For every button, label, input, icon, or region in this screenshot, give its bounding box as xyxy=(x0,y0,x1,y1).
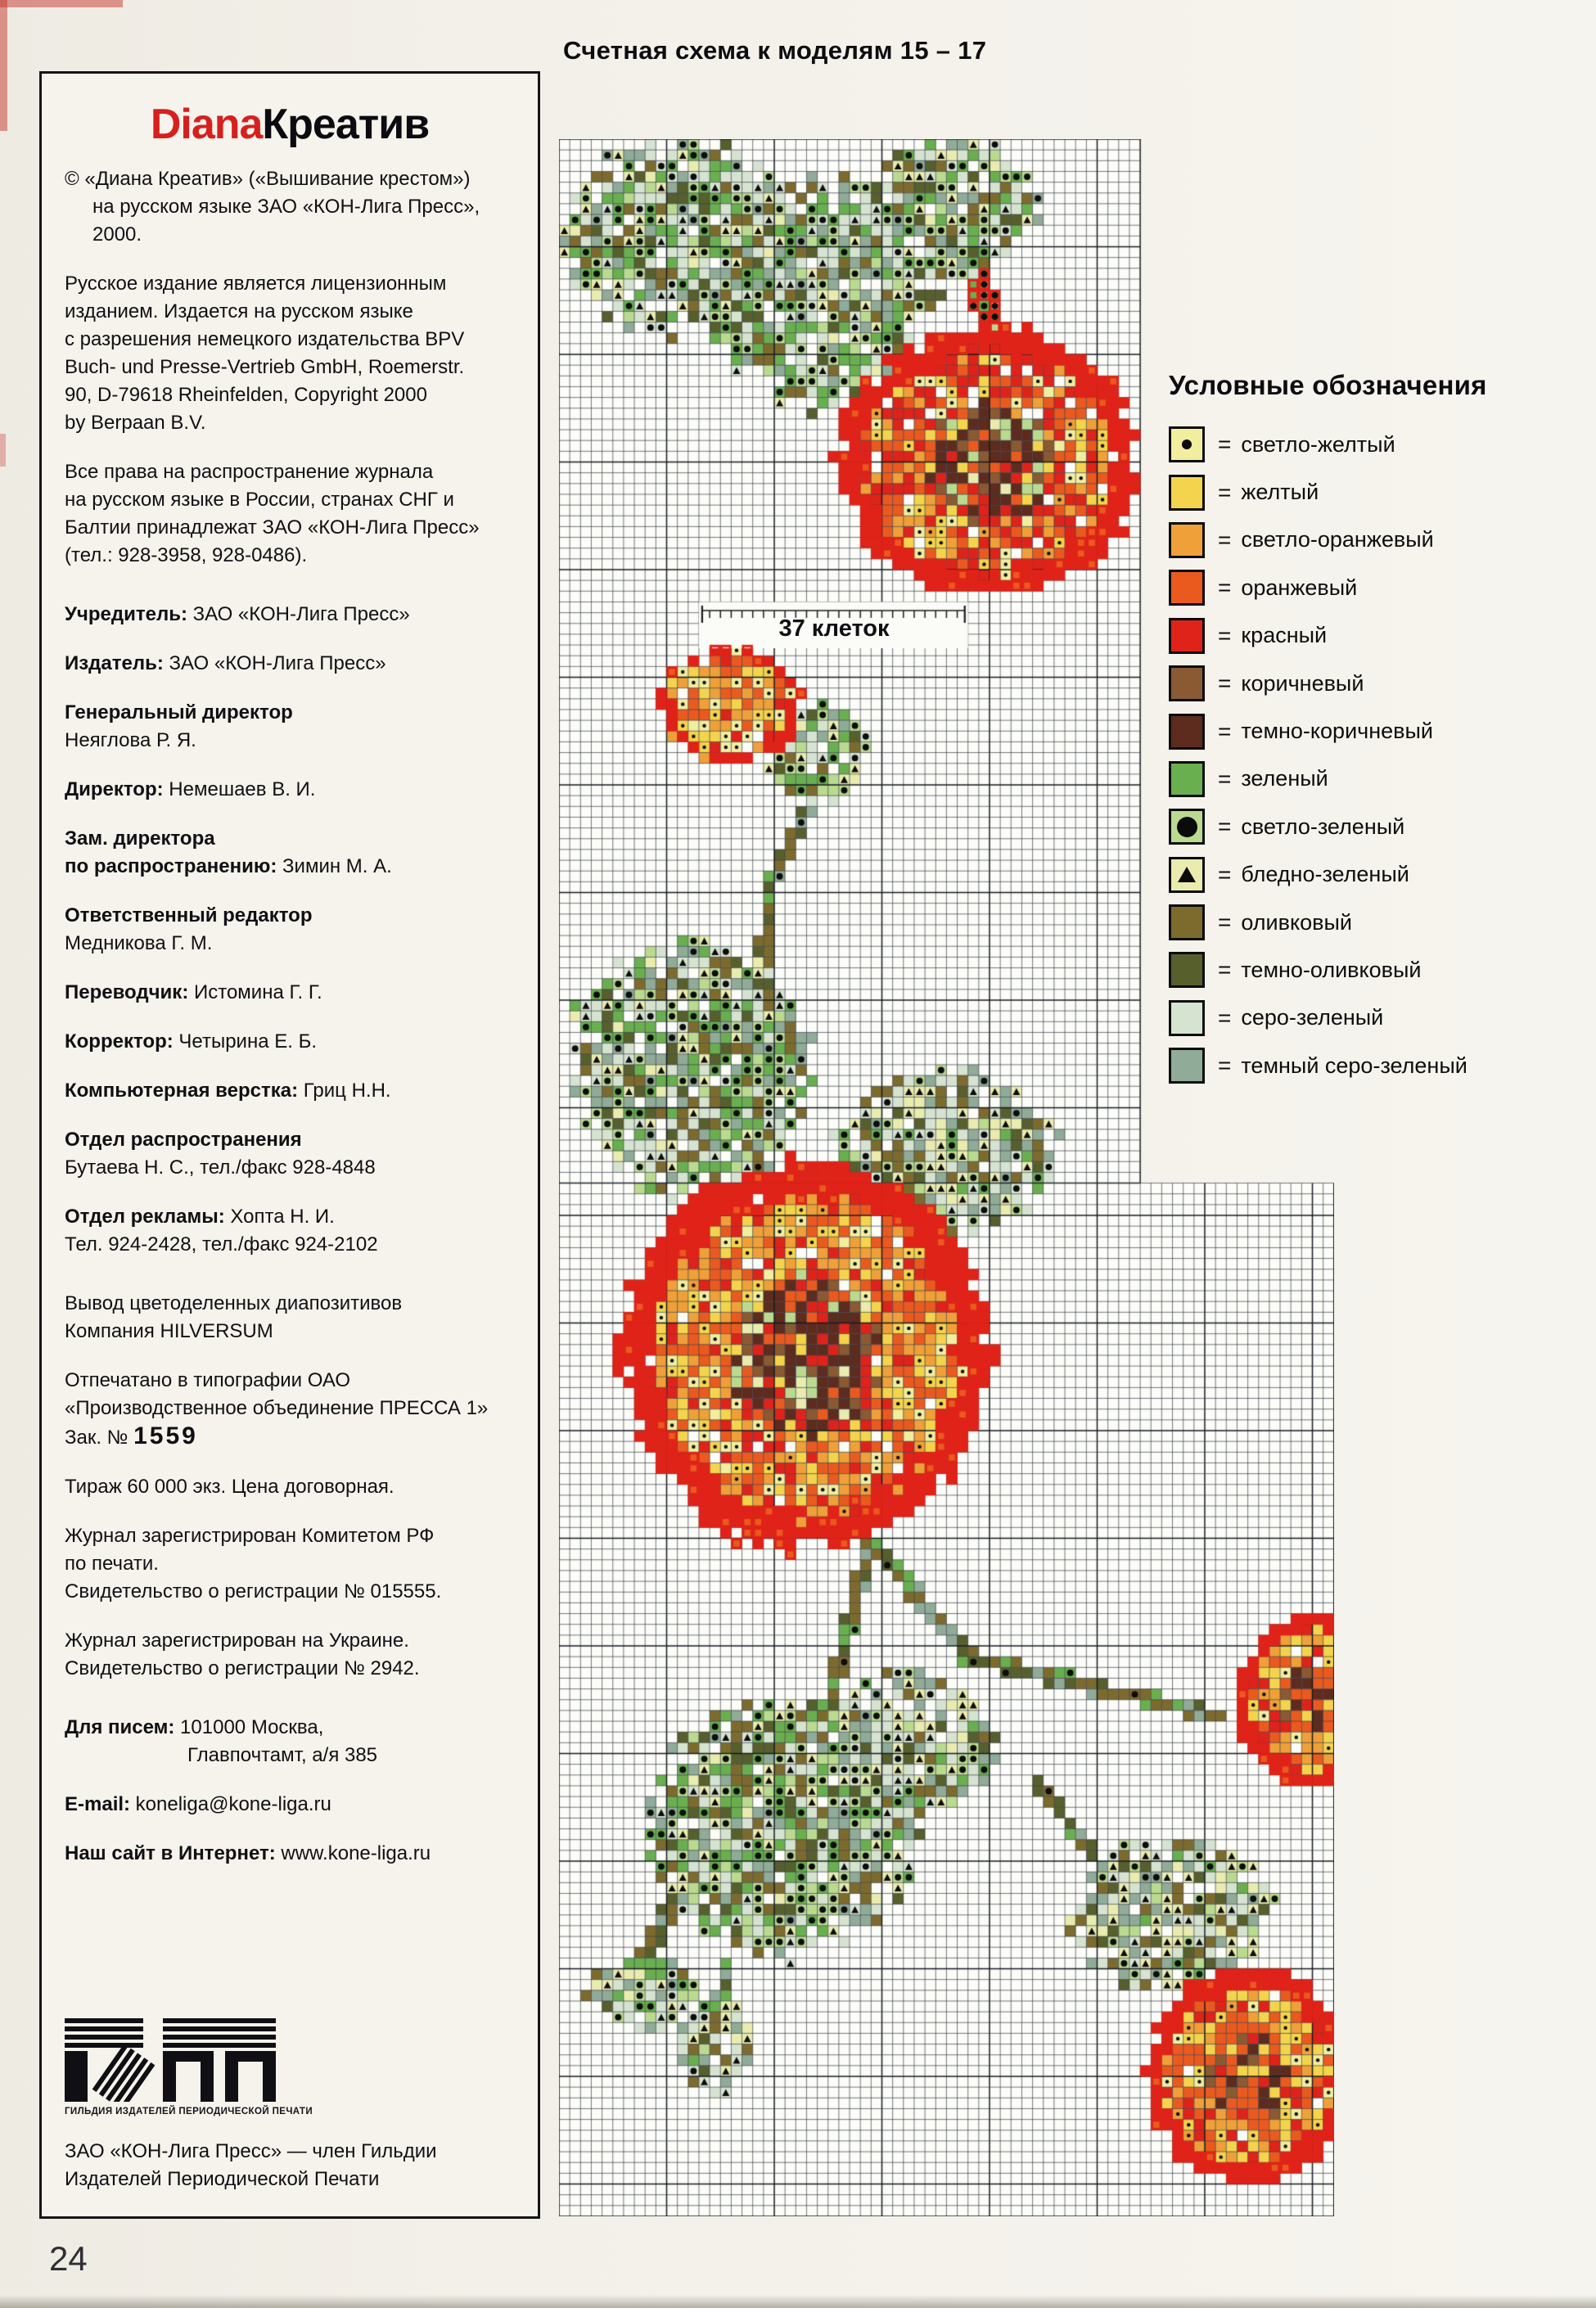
legend-swatch-none xyxy=(1169,570,1205,606)
legend-swatch-none xyxy=(1169,761,1205,797)
masthead-block: Отдел рекламы: Хопта Н. И. Тел. 924-2428, тел./факс 924-2102 xyxy=(65,1206,378,1255)
masthead-text-blocks xyxy=(65,157,515,1868)
membership-line-2: Издателей Периодической Печати xyxy=(65,2168,380,2190)
membership-line-1: ЗАО «КОН-Лига Пресс» — член Гильдии xyxy=(65,2140,437,2162)
masthead-block: Учредитель: ЗАО «КОН-Лига Пресс» xyxy=(65,603,410,625)
masthead-block: Переводчик: Истомина Г. Г. xyxy=(65,981,322,1003)
masthead-block: Отпечатано в типографии ОАО «Производственное объединение ПРЕССА 1» Зак. № 1559 xyxy=(65,1369,489,1449)
legend-item: = светло-оранжевый xyxy=(1169,516,1594,564)
guild-logo-caption: ГИЛЬДИЯ ИЗДАТЕЛЕЙ ПЕРИОДИЧЕСКОЙ ПЕЧАТИ xyxy=(65,2107,313,2116)
legend-item: = коричневый xyxy=(1169,660,1594,707)
masthead-block: Наш сайт в Интернет: www.kone-liga.ru xyxy=(65,1842,431,1864)
legend xyxy=(1169,370,1594,1089)
legend-label: красный xyxy=(1241,623,1328,648)
legend-label: желтый xyxy=(1241,480,1319,505)
legend-swatch-none xyxy=(1169,904,1205,940)
masthead-block: Русское издание является лицензионным изданием. Издается на русском языке с разрешения немецкого издательства BPV Buch- und Presse-Vertrieb GmbH, Roemerstr. 90, D-79618 Rheinfelden, Copyright 2000 by Berpaan B.V. xyxy=(65,273,465,434)
masthead-block: Корректор: Четырина Е. Б. xyxy=(65,1030,317,1053)
legend-swatch-triangle xyxy=(1169,857,1205,893)
legend-label: светло-оранжевый xyxy=(1241,527,1434,552)
page-title: Счетная схема к моделям 15 – 17 xyxy=(563,36,987,65)
legend-label: темно-оливковый xyxy=(1241,957,1422,982)
legend-item: = темный серо-зеленый xyxy=(1169,1042,1594,1089)
masthead-block: Зам. директора по распространению: Зимин М. А. xyxy=(65,827,392,877)
masthead-block: Директор: Немешаев В. И. xyxy=(65,778,316,800)
legend-swatch-none xyxy=(1169,714,1205,750)
masthead-block: Для писем: 101000 Москва, Главпочтамт, а/я 385 xyxy=(65,1716,378,1766)
small-dot-icon xyxy=(1182,440,1192,449)
big-circle-icon xyxy=(1177,817,1197,837)
masthead-box xyxy=(39,71,540,2219)
masthead-block: Генеральный директор Неяглова Р. Я. xyxy=(65,701,293,751)
legend-item: = желтый xyxy=(1169,468,1594,516)
masthead-block: Отдел распространения Бутаева Н. С., тел./факс 928-4848 xyxy=(65,1129,376,1179)
legend-swatch-none xyxy=(1169,1048,1205,1084)
legend-label: оранжевый xyxy=(1241,575,1358,600)
legend-label: серо-зеленый xyxy=(1241,1005,1384,1030)
legend-label: оливковый xyxy=(1241,909,1352,935)
masthead-block: E-mail: koneliga@kone-liga.ru xyxy=(65,1793,331,1815)
legend-item: = светло-зеленый xyxy=(1169,803,1594,850)
legend-item: = серо-зеленый xyxy=(1169,994,1594,1042)
legend-swatch-none xyxy=(1169,618,1205,654)
guild-membership-note xyxy=(65,2138,515,2193)
masthead-block: Издатель: ЗАО «КОН-Лига Пресс» xyxy=(65,652,386,674)
legend-label: бледно-зеленый xyxy=(1241,862,1409,887)
legend-item: = красный xyxy=(1169,612,1594,660)
chart-width-label: 37 клеток xyxy=(778,615,890,642)
legend-item: = светло-желтый xyxy=(1169,421,1594,468)
legend-item: = темно-коричневый xyxy=(1169,707,1594,755)
legend-label: светло-желтый xyxy=(1241,431,1395,457)
legend-swatch-none xyxy=(1169,1000,1205,1036)
legend-item: = зеленый xyxy=(1169,755,1594,803)
masthead-block: Ответственный редактор Медникова Г. М. xyxy=(65,904,313,954)
masthead-footer xyxy=(65,1994,515,2193)
scan-artifact-top xyxy=(0,0,123,7)
scan-bottom-shadow xyxy=(0,2295,1596,2308)
masthead-block: Вывод цветоделенных диапозитивов Компания HILVERSUM xyxy=(65,1292,403,1342)
legend-swatch-none xyxy=(1169,952,1205,988)
legend-label: зеленый xyxy=(1241,766,1328,791)
legend-item: = оливковый xyxy=(1169,899,1594,946)
logo-diana: Diana xyxy=(150,101,263,148)
page-number: 24 xyxy=(49,2239,88,2278)
masthead-block: © «Диана Креатив» («Вышивание крестом») на русском языке ЗАО «КОН-Лига Пресс», 2000. xyxy=(65,168,480,246)
legend-label: темно-коричневый xyxy=(1241,719,1433,744)
legend-item: = бледно-зеленый xyxy=(1169,851,1594,899)
legend-swatch-none xyxy=(1169,665,1205,701)
masthead-block: Все права на распространение журнала на русском языке в России, странах СНГ и Балтии принадлежат ЗАО «КОН-Лига Пресс» (тел.: 928-3958, 928-0486). xyxy=(65,461,480,566)
legend-label: коричневый xyxy=(1241,670,1364,696)
legend-label: темный серо-зеленый xyxy=(1241,1053,1468,1078)
legend-rows xyxy=(1169,421,1594,1089)
legend-swatch-small-dot xyxy=(1169,426,1205,462)
masthead-block: Журнал зарегистрирован Комитетом РФ по печати. Свидетельство о регистрации № 015555. xyxy=(65,1525,442,1603)
legend-label: светло-зеленый xyxy=(1241,814,1405,839)
logo-kreativ: Креатив xyxy=(262,101,430,148)
legend-title: Условные обозначения xyxy=(1169,370,1487,400)
legend-swatch-none xyxy=(1169,475,1205,511)
legend-item: = темно-оливковый xyxy=(1169,946,1594,994)
legend-swatch-big-circle xyxy=(1169,809,1205,845)
triangle-icon xyxy=(1178,867,1196,882)
legend-swatch-none xyxy=(1169,522,1205,558)
magazine-logo xyxy=(65,100,515,149)
masthead-block: Тираж 60 000 экз. Цена договорная. xyxy=(65,1476,394,1498)
masthead-block: Компьютерная верстка: Гриц Н.Н. xyxy=(65,1080,391,1102)
legend-item: = оранжевый xyxy=(1169,564,1594,611)
scan-artifact-left xyxy=(0,0,7,131)
guild-gipp-logo-icon xyxy=(65,2018,276,2102)
scan-artifact-left-2 xyxy=(0,434,6,467)
masthead-block: Журнал зарегистрирован на Украине. Свидетельство о регистрации № 2942. xyxy=(65,1630,420,1679)
